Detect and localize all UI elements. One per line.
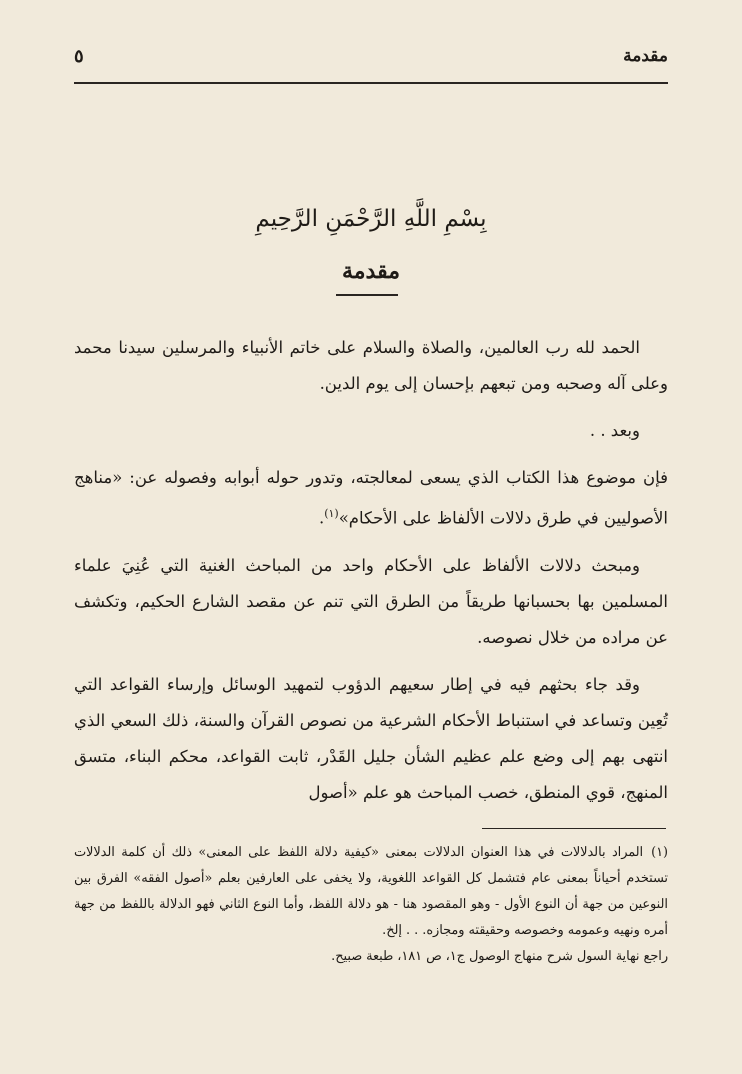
title-underline: [336, 294, 398, 296]
footnote-source: راجع نهاية السول شرح منهاج الوصول ج١، ص ١٨١، طبعة صبيح.: [331, 949, 668, 964]
paragraph: وبعد . .: [589, 421, 640, 440]
footnote-reference: (١): [324, 507, 339, 520]
footnote-text: المراد بالدلالات في هذا العنوان الدلالات بمعنى «كيفية دلالة اللفظ على المعنى» ذلك أن كلمة الدلالات تستخدم أحياناً بمعنى عام فتشمل كل القواعد اللغوية، ولا يخفى على العارفين بعلم «أصول الفقه» الفرق بين النوعين من جهة أن النوع الأول - وهو المقصود هنا - هو دلالة اللفظ، وأما النوع الثاني فهو الدلالة باللفظ من جهة أمره ونهيه وعمومه وخصوصه وحقيقته ومجازه. . . إلخ.: [74, 845, 668, 938]
page-header: [74, 46, 668, 74]
paragraph: [74, 460, 668, 537]
page-number: ٥: [74, 46, 84, 67]
main-text: [74, 330, 668, 822]
paragraph-text: فإن موضوع هذا الكتاب الذي يسعى لمعالجته، وتدور حوله أبوابه وفصوله عن: «مناهج الأصوليين في طرق دلالات الألفاظ على الأحكام»: [74, 468, 668, 528]
basmala: بِسْمِ اللَّهِ الرَّحْمَنِ الرَّحِيمِ: [255, 206, 487, 232]
paragraph: وقد جاء بحثهم فيه في إطار سعيهم الدؤوب لتمهيد الوسائل وإرساء القواعد التي تُعِين وتساعد في استنباط الأحكام الشرعية من نصوص القرآن والسنة، ذلك السعي الذي انتهى بهم إلى وضع علم عظيم الشأن جليل القَدْر، ثابت القواعد، محكم البناء، متسق المنهج، قوي المنطق، خصب المباحث هو علم «أصول: [74, 674, 668, 802]
footnotes: [74, 840, 668, 970]
paragraph-end: .: [318, 508, 325, 528]
paragraph: الحمد لله رب العالمين، والصلاة والسلام على خاتم الأنبياء والمرسلين سيدنا محمد وعلى آله وصحبه ومن تبعهم بإحسان إلى يوم الدين.: [74, 338, 668, 393]
paragraph: ومبحث دلالات الألفاظ على الأحكام واحد من المباحث الغنية التي عُنِيَ علماء المسلمين بها بحسبانها طريقاً من الطرق التي تنم عن مقصد الشارع الحكيم، وتكشف عن مراده من خلال نصوصه.: [74, 555, 668, 647]
footnote-number: (١): [651, 845, 668, 860]
header-divider: [74, 82, 668, 84]
running-title: مقدمة: [623, 46, 668, 66]
footnote: [74, 840, 668, 944]
section-title: مقدمة: [341, 258, 401, 284]
footnote-divider: [482, 828, 666, 829]
